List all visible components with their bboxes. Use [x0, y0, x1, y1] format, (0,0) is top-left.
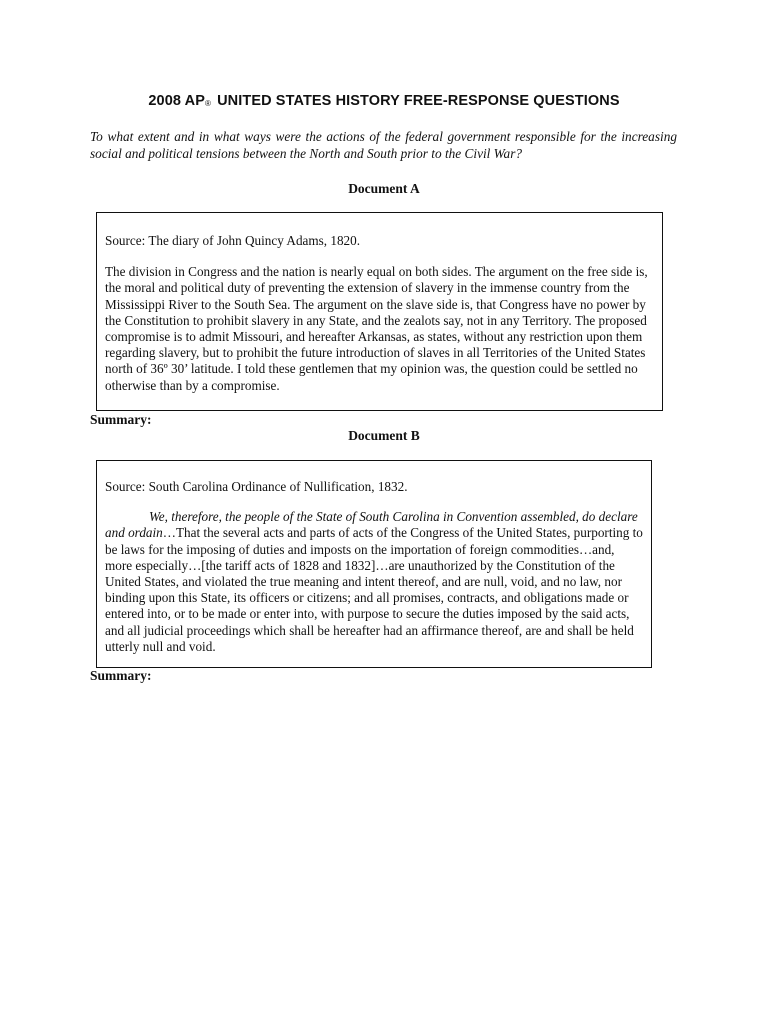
document-b-summary-label: Summary:	[90, 668, 152, 683]
document-b-box	[96, 460, 652, 668]
document-b-heading: Document B	[348, 428, 420, 443]
title-prefix: 2008 AP	[148, 93, 205, 109]
title-suffix: UNITED STATES HISTORY FREE-RESPONSE QUESTIONS	[212, 93, 620, 109]
registered-mark: ®	[204, 99, 211, 108]
document-a-box	[96, 212, 663, 411]
document-b-italic-lead: We, therefore, the people of the State of South Carolina in Convention assembled, do declare and ordain	[105, 509, 638, 541]
document-b-source: Source: South Carolina Ordinance of Nullification, 1832.	[105, 479, 408, 494]
document-b-excerpt	[105, 509, 643, 655]
document-a-heading: Document A	[348, 181, 420, 196]
document-a-summary-label: Summary:	[90, 412, 152, 427]
page-title	[0, 93, 768, 109]
document-b-text: …That the several acts and parts of acts of the Congress of the United States, purporting to be laws for the imposing of duties and imposts on the importation of foreign commodities…and, more especially…[the tariff acts of 1828 and 1832]…are unauthorized by the Constitution of the United States, and violated the true meaning and intent thereof, and are null, void, and no law, nor binding upon this State, its officers or citizens; and all promises, contracts, and obligations made or entered into, or to be made or enter into, with purpose to secure the duties imposed by the said acts, and all judicial proceedings which shall be hereafter had an affirmance thereof, are and shall be held utterly null and void.	[105, 525, 643, 654]
document-a-source: Source: The diary of John Quincy Adams, 1820.	[105, 233, 361, 248]
essay-question: To what extent and in what ways were the actions of the federal government responsible for the increasing social and political tensions between the North and South prior to the Civil War?	[90, 129, 677, 161]
document-a-text: The division in Congress and the nation is nearly equal on both sides. The argument on the free side is, the moral and political duty of preventing the extension of slavery in the immense country from the Mississippi River to the South Sea. The argument on the slave side is, that Congress have no power by the Constitution to prohibit slavery in any State, and the zealots say, not in any Territory. The proposed compromise is to admit Missouri, and hereafter Arkansas, as states, without any restriction upon them regarding slavery, but to prohibit the future introduction of slaves in all Territories of the United States north of 36º 30’ latitude. I told these gentlemen that my opinion was, the question could be settled no otherwise than by a compromise.	[105, 264, 648, 393]
